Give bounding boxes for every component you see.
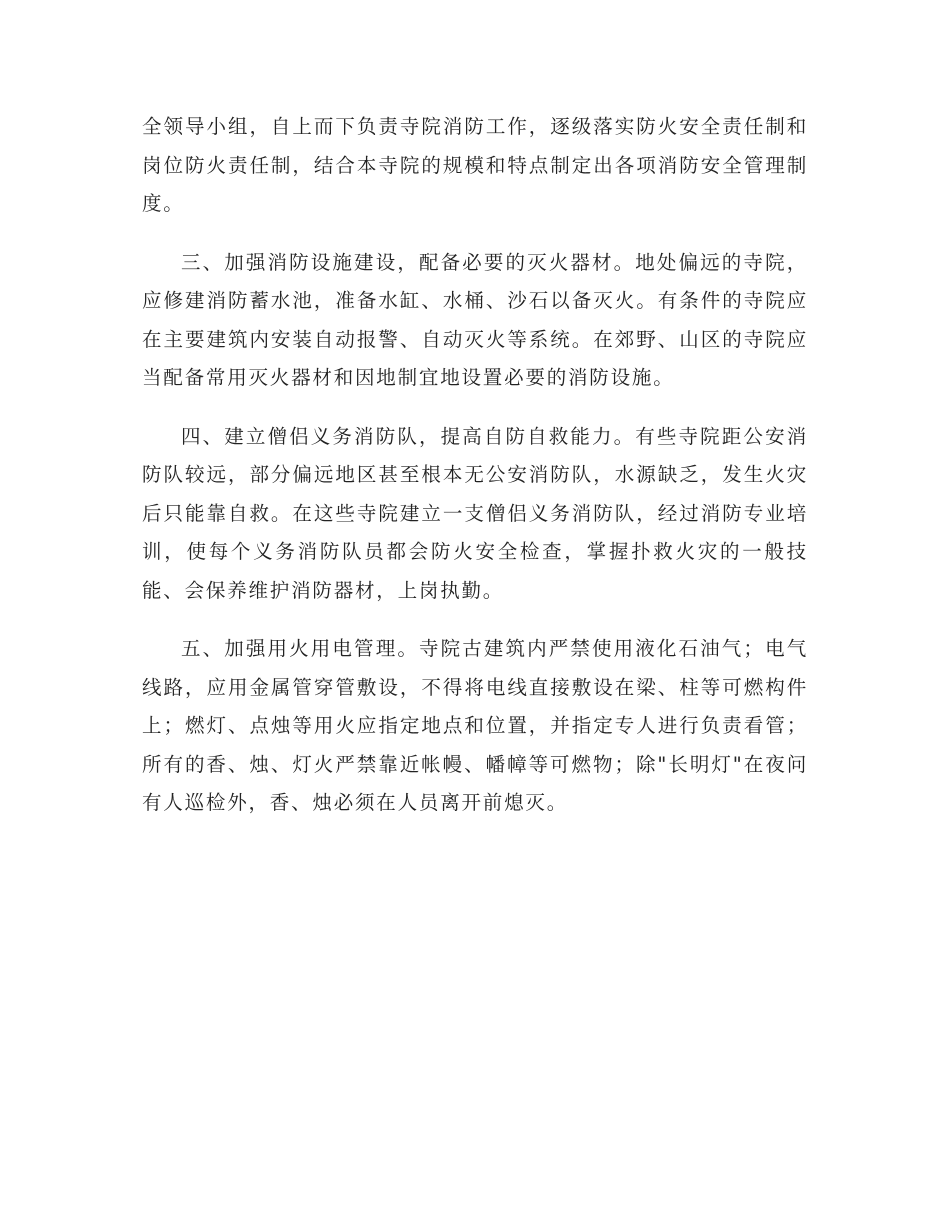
paragraph-section-3: 三、加强消防设施建设，配备必要的灭火器材。地处偏远的寺院，应修建消防蓄水池，准备水缸、水桶、沙石以备灭火。有条件的寺院应在主要建筑内安装自动报警、自动灭火等系统。在郊野、山区的寺院应当配备常用灭火器材和因地制宜地设置必要的消防设施。 [142, 250, 808, 389]
paragraph-section-4: 四、建立僧侣义务消防队，提高自防自救能力。有些寺院距公安消防队较远，部分偏远地区甚至根本无公安消防队，水源缺乏，发生火灾后只能靠自救。在这些寺院建立一支僧侣义务消防队，经过消防专业培训，使每个义务消防队员都会防火安全检查，掌握扑救火灾的一般技能、会保养维护消防器材，上岗执勤。 [142, 424, 808, 602]
paragraph-section-5: 五、加强用火用电管理。寺院古建筑内严禁使用液化石油气；电气线路，应用金属管穿管敷设，不得将电线直接敷设在梁、柱等可燃构件上；燃灯、点烛等用火应指定地点和位置，并指定专人进行负责看管；所有的香、烛、灯火严禁靠近帐幔、幡幛等可燃物；除"长明灯"在夜问有人巡检外，香、烛必须在人员离开前熄灭。 [142, 637, 808, 814]
document-body [142, 108, 808, 843]
paragraph-continuation: 全领导小组，自上而下负责寺院消防工作，逐级落实防火安全责任制和岗位防火责任制，结合本寺院的规模和特点制定出各项消防安全管理制度。 [142, 115, 808, 215]
